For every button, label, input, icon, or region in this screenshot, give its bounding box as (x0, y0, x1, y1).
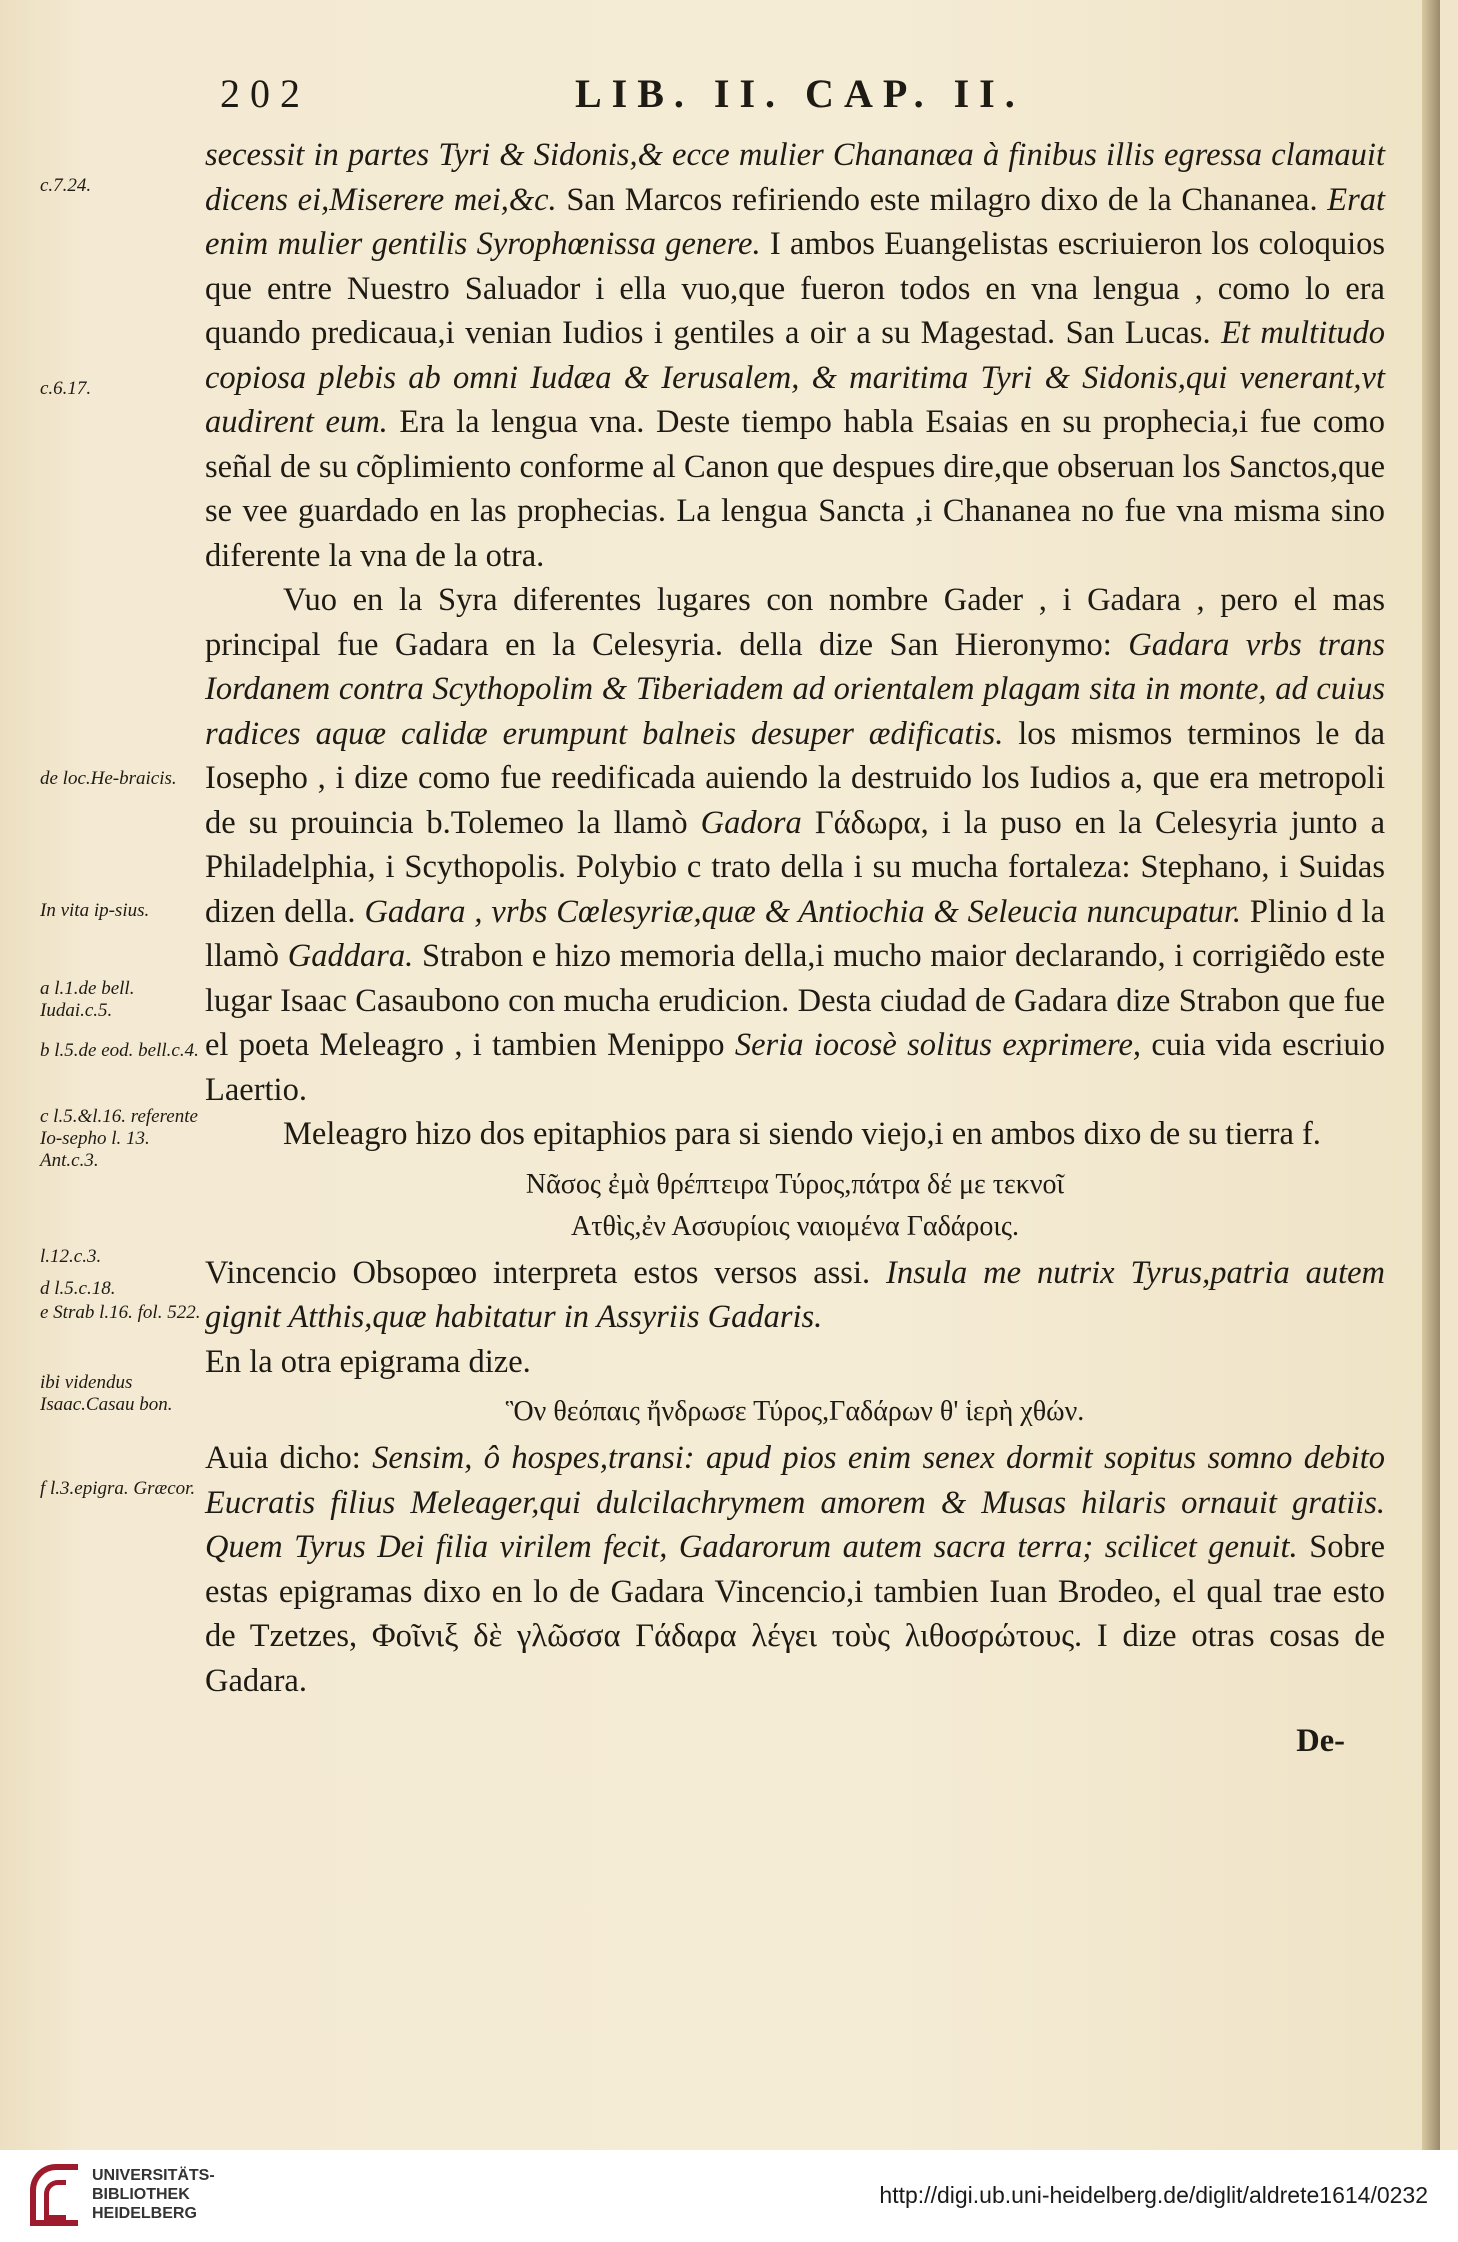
library-logo-icon (30, 2164, 78, 2226)
latin-quote: Insula me nutrix Tyrus,patria autem gignit Atthis,quæ habitatur in Assyriis Gadaris. (205, 1254, 1386, 1335)
latin-quote: Gaddara. (287, 938, 414, 974)
greek-quote: Φοῖνιξ δὲ γλῶσσα Γάδαρα λέγει τοὺς λιθοσρώτους. (371, 1618, 1083, 1654)
text-run: San Marcos refiriendo este milagro dixo de la Chananea. (566, 181, 1318, 218)
page-edge (1422, 0, 1440, 2150)
page-number: 202 (220, 71, 310, 116)
latin-quote: Sensim, ô hospes,transi: apud pios enim senex dormit sopitus somno debito Eucratis filius Meleager,qui dulcilachrymem amorem & Musas hilaris ornauit gratiis. Quem Tyrus Dei filia virilem fecit, Gadarorum autem sacra terra; scilicet genuit. (205, 1440, 1385, 1565)
latin-quote: Gadora (700, 804, 802, 841)
greek-word: Γάδωρα, (814, 804, 929, 841)
logo-line: BIBLIOTHEK (92, 2186, 190, 2203)
text-run: I dize otras cosas de Gadara. (205, 1618, 1386, 1699)
latin-quote: Et multitudo copiosa plebis ab omni Iudæa & Ierusalem, & maritima Tyri & Sidonis,qui venerant,vt audirent eum. (205, 315, 1386, 440)
latin-quote: Erat enim mulier gentilis Syrophœnissa genere. (205, 181, 1385, 262)
paragraph (205, 133, 1385, 578)
text-run: Era la lengua vna. Deste tiempo habla Esaias en su prophecia,i fue como señal de su cõplimiento conforme al Canon que despues dire,que obseruan los Sanctos,que se vee guardado en las prophecias. La lengua Sancta ,i Chananea no fue vna misma sino diferente la vna de la otra. (205, 404, 1386, 574)
margin-note: d l.5.c.18. (40, 1278, 116, 1299)
margin-note: f l.3.epigra. Græcor. (40, 1478, 196, 1499)
running-title: LIB. II. CAP. II. (575, 71, 1025, 116)
margin-note: e Strab l.16. fol. 522. (40, 1302, 201, 1323)
greek-verse: Ατθὶς,ἐν Ασσυρίοις ναιομένα Γαδάροις. (570, 1210, 1020, 1242)
latin-quote: Gadara , vrbs Cœlesyriæ,quæ & Antiochia & Seleucia nuncupatur. (364, 893, 1241, 930)
logo-line: HEIDELBERG (92, 2205, 197, 2222)
text-run: En la otra epigrama dize. (205, 1343, 531, 1380)
latin-quote: Gadara vrbs trans Iordanem contra Scythopolim & Tiberiadem ad orientalem plagam sita in monte, ad cuius radices aquæ calidæ erumpunt balneis desuper ædificatis. (205, 626, 1385, 752)
catchword: De- (1296, 1723, 1345, 1759)
text-run: i la puso en la Celesyria junto a Philadelphia, i Scythopolis. Polybio c trato della i su mucha fortaleza: Stephano, i Suidas dizen della. (205, 804, 1386, 930)
greek-epigram (205, 1163, 1385, 1247)
paragraph (205, 1436, 1385, 1703)
text-run: Plinio d la llamò (205, 893, 1386, 974)
logo-line: UNIVERSITÄTS- (92, 2167, 215, 2184)
margin-note: ibi videndus Isaac.Casau bon. (40, 1372, 173, 1415)
text-run: I ambos Euangelistas escriuieron los coloquios que entre Nuestro Saluador i ella vuo,que fueron todos en vna lengua , como lo era quando predicaua,i venian Iudios i gentiles a oir a su Magestad. San Lucas. (205, 226, 1385, 351)
greek-verse: Νᾶσος ἐμὰ θρέπτειρα Τύρος,πάτρα δέ με τεκνοῖ (525, 1168, 1065, 1200)
main-text (205, 133, 1385, 1764)
library-logo-text (92, 2166, 215, 2223)
paragraph (205, 578, 1385, 1112)
margin-note: a l.1.de bell. Iudai.c.5. (40, 978, 135, 1021)
margin-note: l.12.c.3. (40, 1246, 102, 1267)
margin-note: c.6.17. (40, 378, 92, 399)
margin-note: In vita ip-sius. (40, 900, 150, 921)
margin-note: de loc.He-braicis. (40, 768, 177, 789)
latin-quote: secessit in partes Tyri & Sidonis,& ecce mulier Chananæa à finibus illis egressa clamauit dicens ei,Miserere mei,&c. (205, 137, 1385, 218)
text-run: Meleagro hizo dos epitaphios para si siendo viejo,i en ambos dixo de su tierra f. (283, 1116, 1321, 1152)
text-run: Strabon e hizo memoria della,i mucho maior declarando, i corrigiẽdo este lugar Isaac Casaubono con mucha erudicion. Desta ciudad de Gadara dize Strabon que fue el poeta Meleagro , i tambien Menippo (205, 938, 1386, 1063)
text-run: los mismos terminos le da Iosepho , i dize como fue reedificada auiendo la destruido los Iudios a, que era metropoli de su prouincia b.Tolemeo la llamò (205, 715, 1385, 841)
text-run: Vuo en la Syra diferentes lugares con nombre Gader , i Gadara , pero el mas principal fue Gadara en la Celesyria. della dize San Hieronymo: (205, 582, 1385, 663)
text-run: Sobre estas epigramas dixo en lo de Gadara Vincencio,i tambien Iuan Brodeo, el qual trae esto de Tzetzes, (205, 1529, 1386, 1654)
text-run: Vincencio Obsopœo interpreta estos versos assi. (205, 1254, 871, 1291)
paragraph (205, 1112, 1385, 1157)
margin-note: c.7.24. (40, 175, 92, 196)
latin-quote: Seria iocosè solitus exprimere, (734, 1027, 1142, 1063)
viewer-footer (0, 2150, 1458, 2242)
margin-note: b l.5.de eod. bell.c.4. (40, 1040, 199, 1061)
paragraph (205, 1340, 1385, 1385)
text-run: cuia vida escriuio Laertio. (205, 1027, 1386, 1108)
margin-note: c l.5.&l.16. referente Io-sepho l. 13. Ant.c.3. (40, 1106, 198, 1171)
greek-epigram (205, 1390, 1385, 1432)
source-url[interactable]: http://digi.ub.uni-heidelberg.de/diglit/aldrete1614/0232 (879, 2182, 1428, 2208)
greek-verse: Ὃν θεόπαις ἤνδρωσε Τύρος,Γαδάρων θ' ἱερὴ χθών. (505, 1396, 1085, 1427)
paragraph (205, 1251, 1385, 1340)
text-run: Auia dicho: (205, 1440, 361, 1476)
